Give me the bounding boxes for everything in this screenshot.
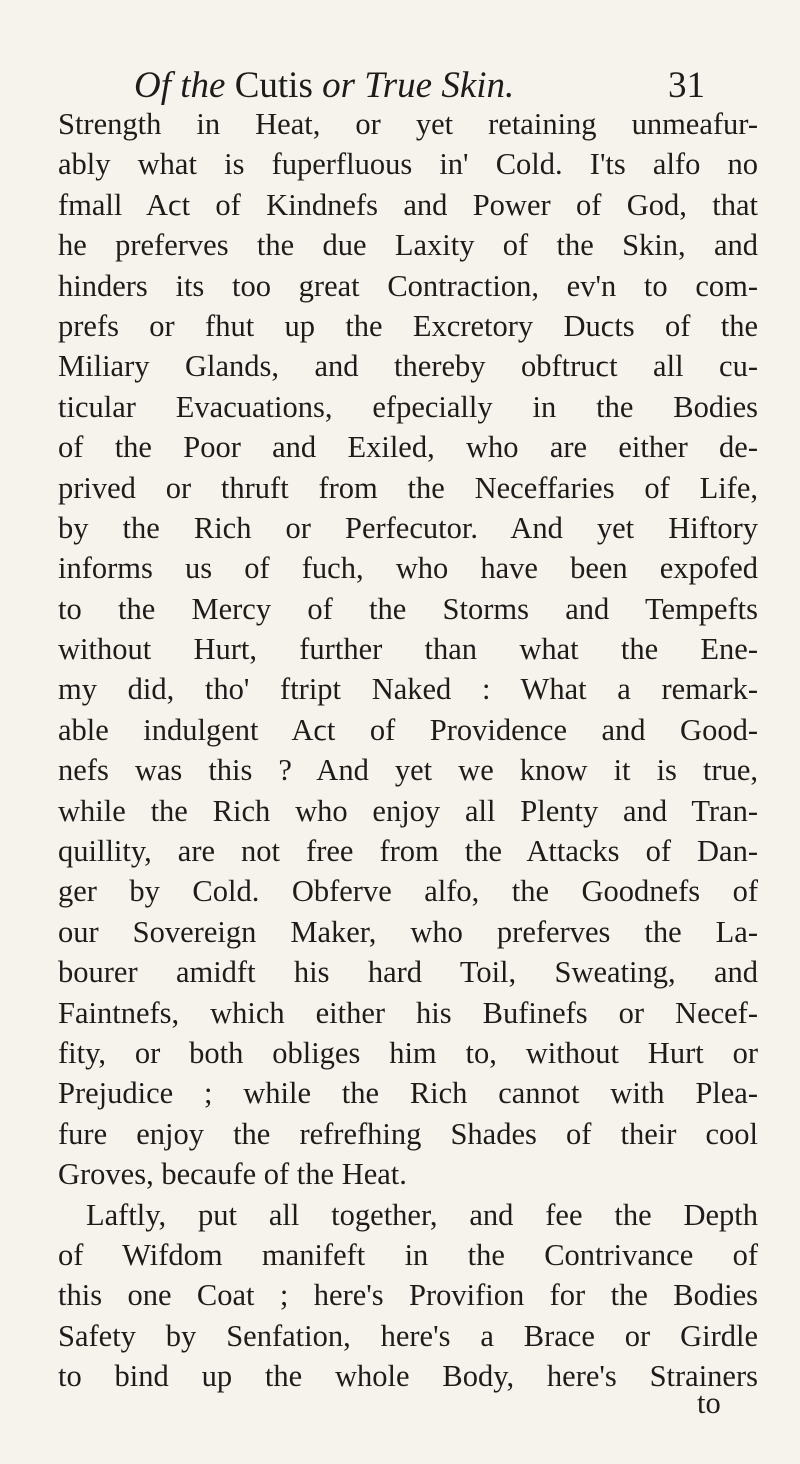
text-line: of Wifdom manifeft in the Contrivance of (58, 1237, 758, 1272)
text-line: ably what is fuperfluous in' Cold. I'ts alfo no (58, 147, 758, 182)
text-line: hinders its too great Contraϲtion, ev'n to com- (58, 268, 758, 303)
text-line: prefs or fhut up the Excretory Duϲts of the (58, 308, 758, 343)
text-line: by the Rich or Perfecutor. And yet Hiftory (58, 510, 758, 545)
running-head-of: Of (134, 65, 171, 106)
text-line: fure enjoy the refrefhing Shades of their cool (58, 1116, 758, 1151)
text-line: Safety by Senfation, here's a Brace or Girdle (58, 1318, 758, 1353)
text-line: to the Mercy of the Storms and Tempefts (58, 591, 758, 626)
text-line: quillity, are not free from the Attacks of Dan- (58, 834, 758, 869)
text-line: while the Rich who enjoy all Plenty and Tran- (58, 793, 758, 828)
paragraph-start-line: Laftly, put all together, and fee the Depth (86, 1197, 758, 1232)
running-head-cutis: Cutis (234, 65, 313, 106)
page-number: 31 (668, 65, 705, 106)
text-line: Faintnefs, which either his Bufinefs or Necef- (58, 995, 758, 1030)
text-line: this one Coat ; here's Provifion for the Bodies (58, 1278, 758, 1313)
text-line: ticular Evacuations, efpecially in the Bodies (58, 389, 758, 424)
running-head-or: or (322, 65, 355, 106)
text-line: of the Poor and Exiled, who are either de- (58, 430, 758, 465)
text-line: nefs was this ? And yet we know it is true, (58, 753, 758, 788)
text-line: ger by Cold. Obferve alfo, the Goodnefs of (58, 874, 758, 909)
running-head (134, 66, 694, 106)
text-line: to bind up the whole Body, here's Strainers (58, 1359, 758, 1394)
text-line: prived or thruft from the Neceffaries of Life, (58, 470, 758, 505)
text-line: our Sovereign Maker, who preferves the La- (58, 914, 758, 949)
text-line: without Hurt, further than what the Ene- (58, 632, 758, 667)
paragraph-end-line: Groves, becaufe of the Heat. (58, 1157, 407, 1192)
running-head-the: the (180, 65, 226, 106)
text-line: fity, or both obliges him to, without Hurt or (58, 1035, 758, 1070)
body-text (58, 104, 758, 1397)
text-line: he preferves the due Laxity of the Skin, and (58, 228, 758, 263)
text-line: Strength in Heat, or yet retaining unmeafur- (58, 107, 758, 141)
text-line: Prejudice ; while the Rich cannot with Plea- (58, 1076, 758, 1111)
text-line: bourer amidft his hard Toil, Sweating, and (58, 955, 758, 990)
running-head-true-skin: True Skin. (364, 65, 515, 106)
text-line: informs us of fuch, who have been expofed (58, 551, 758, 586)
catchword: to (697, 1386, 721, 1420)
text-line: Miliary Glands, and thereby obftruϲt all cu- (58, 349, 758, 384)
text-line: my did, tho' ftript Naked : What a remark- (58, 672, 758, 707)
text-line: able indulgent Aϲt of Providence and Good- (58, 712, 758, 747)
text-line: fmall Aϲt of Kindnefs and Power of God, that (58, 187, 758, 222)
